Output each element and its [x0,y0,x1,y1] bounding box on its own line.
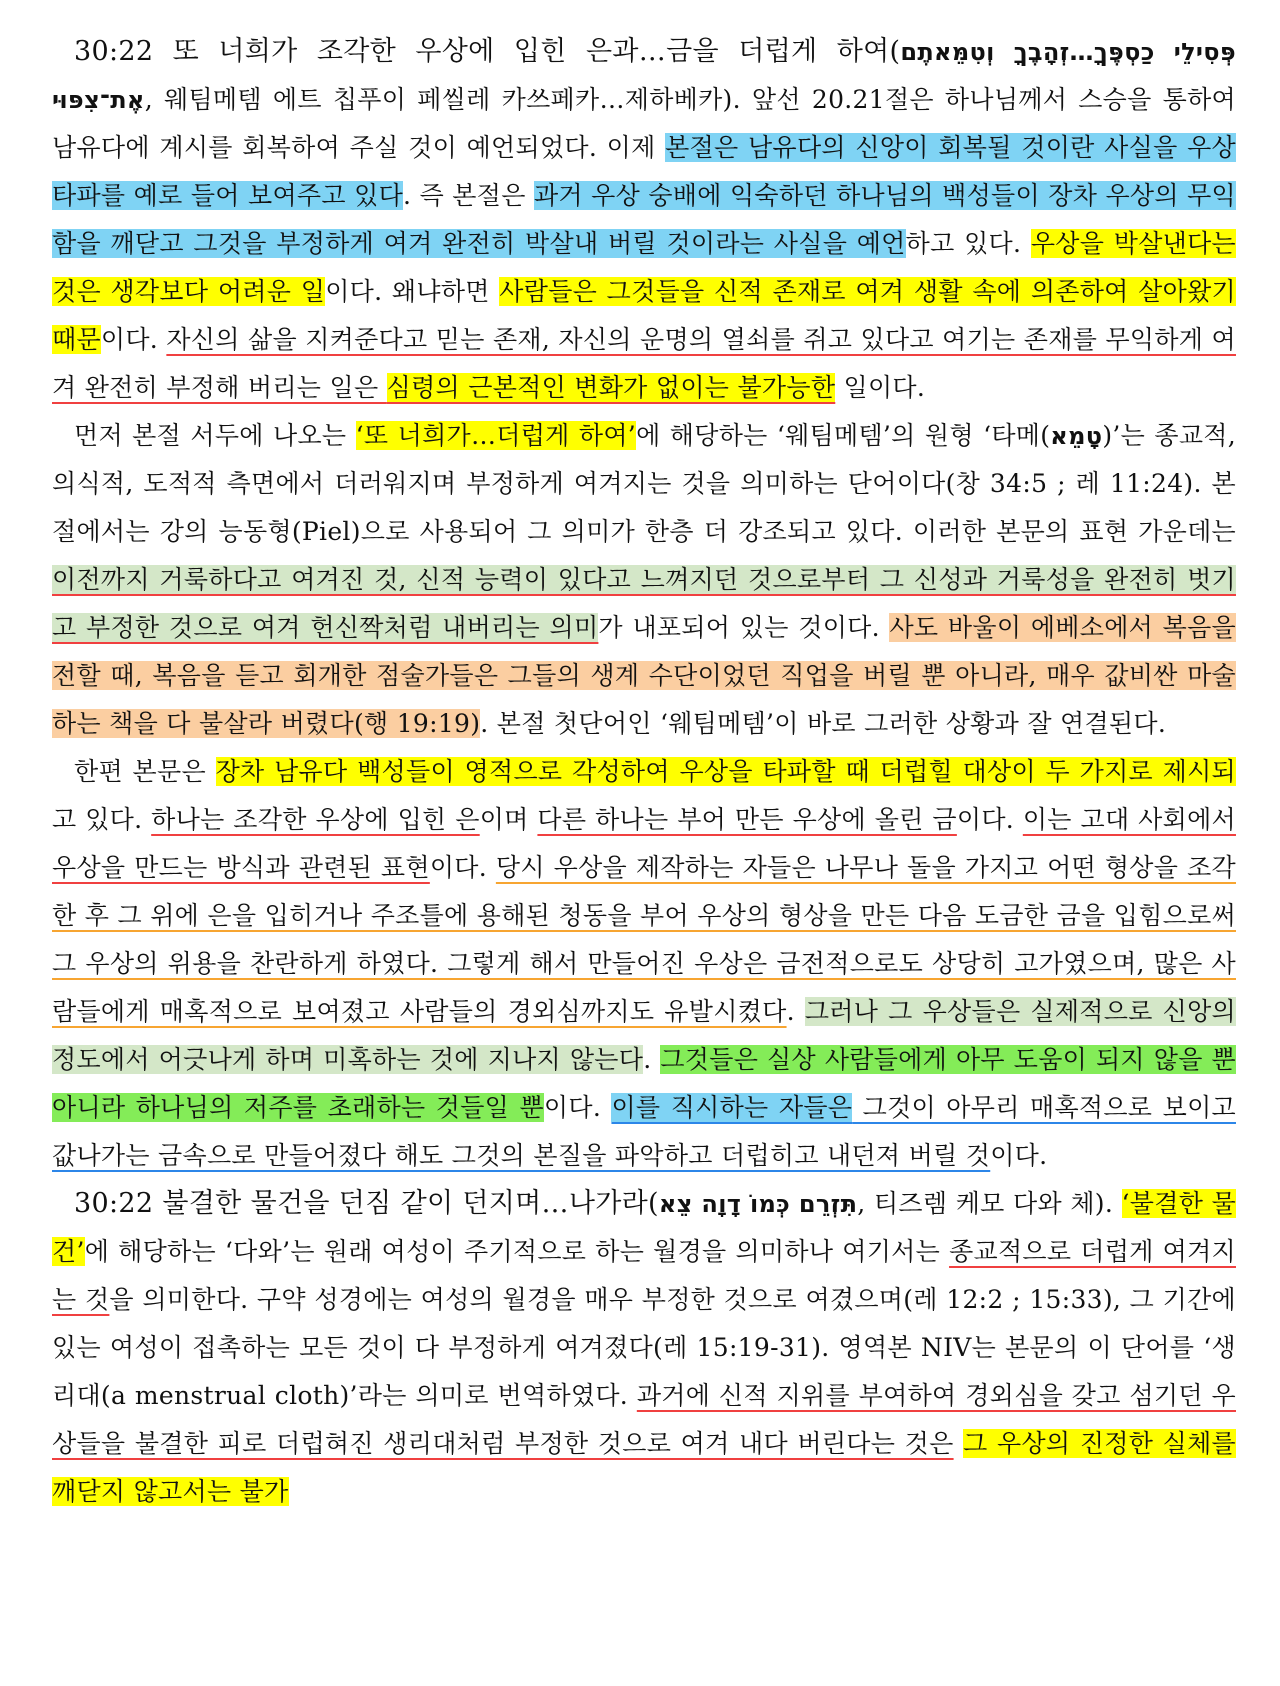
text-run: . 즉 본절은 [403,181,534,210]
text-run: 이다. [956,805,1023,834]
highlight-cyan: 과거 우상 숭배에 익숙하던 하나님의 백성들이 장차 우상의 무익함을 깨닫고 그것을 부정하게 여겨 완전히 박살내 버릴 것이라는 사실을 예언 [52,181,1236,258]
underline-blue: 그것이 아무리 매혹적으로 보이고 값나가는 금속으로 만들어졌다 해도 그것의 본질을 파악하고 더럽히고 내던져 버릴 것 [52,1093,1236,1170]
text-run: 먼저 본절 서두에 나오는 [74,421,356,450]
paragraph-1 [52,28,1236,412]
highlight-green: 그러나 그 우상들은 실제적으로 신앙의 정도에서 어긋나게 하며 미혹하는 것에 지나지 않는다 [52,997,1236,1074]
text-run: , 티즈렘 케모 다와 체). [857,1189,1122,1218]
text-run: . [786,997,805,1026]
highlight-cyan: 본절은 남유다의 신앙이 회복될 것이란 사실을 우상 타파를 예로 들어 보여주고 있다 [52,133,1236,210]
underline-red: 과거에 신적 지위를 부여하여 경외심을 갖고 섬기던 우상들을 불결한 피로 더럽혀진 생리대처럼 부정한 것으로 여겨 내다 버린다는 것은 [52,1381,1236,1458]
text-run: . 본절 첫단어인 ‘웨팀메템’이 바로 그러한 상황과 잘 연결된다. [480,709,1167,738]
text-run: 이다. [990,1141,1048,1170]
text-run: 하고 있다. [905,229,1031,258]
highlight-yellow: 우상을 박살낸다는 것은 생각보다 어려운 일 [52,229,1236,306]
paragraph-3 [52,748,1236,1180]
highlight-yellow: 장차 남유다 백성들이 영적으로 각성하여 우상을 타파할 때 더럽힐 대상이 두 가지로 제시되 [215,757,1236,786]
underline-red: 자신의 삶을 지켜준다고 믿는 존재, 자신의 운명의 열쇠를 쥐고 있다고 여기는 존재를 무익하게 여겨 완전히 부정해 버리는 일은 [52,325,1236,402]
highlight-lime: 그것들은 실상 사람들에게 아무 도움이 되지 않을 뿐 아니라 하나님의 저주를 초래하는 것들일 뿐 [52,1045,1236,1122]
highlight-green: 이전까지 거룩하다고 여겨진 것, 신적 능력이 있다고 느껴지던 것으로부터 그 신성과 거룩성을 완전히 벗기고 부정한 것으로 여겨 헌신짝처럼 내버리는 의미 [52,565,1236,642]
text-run: 가 내포되어 있는 것이다. [598,613,890,642]
highlight-yellow: 그 우상의 진정한 실체를 깨닫지 않고서는 불가 [52,1429,1236,1506]
text-run: 이다. [429,853,496,882]
highlight-yellow: 사람들은 그것들을 신적 존재로 여겨 생활 속에 의존하여 살아왔기 때문 [52,277,1236,354]
highlight-orange: 사도 바울이 에베소에서 복음을 전할 때, 복음을 듣고 회개한 점술가들은 그들의 생계 수단이었던 직업을 버릴 뿐 아니라, 매우 값비싼 마술하는 책을 다 불살라 버렸다(행 19:19) [52,613,1237,738]
verse-heading-30-22: 30:22 또 너희가 조각한 우상에 입힌 은과…금을 더럽게 하여( [74,36,901,67]
paragraph-2 [52,412,1236,748]
text-run: 이다. [543,1093,612,1122]
paragraph-4 [52,1180,1236,1516]
text-run: )’는 종교적, 의식적, 도적적 측면에서 더러워지며 부정하게 여겨지는 것을 의미하는 단어이다(창 34:5 ; 레 11:24). 본절에서는 강의 능동형(Piel)으로 사용되어 그 의미가 한층 더 강조되고 있다. 이러한 본문의 표현 가운데는 [52,421,1236,546]
text-run: 일이다. [835,373,926,402]
text-run: 한편 본문은 [74,757,216,786]
text-run: 이다. [100,325,167,354]
highlight-yellow: ‘또 너희가…더럽게 하여’ [355,421,637,450]
text-run: 을 의미한다. 구약 성경에는 여성의 월경을 매우 부정한 것으로 여겼으며(레 12:2 ; 15:33), 그 기간에 있는 여성이 접촉하는 모든 것이 다 부정하게 여겨졌다(레 15:19-31). 영역본 NIV는 본문의 이 단어를 ‘생리대(a menstrual cloth)’라는 의미로 번역하였다. [52,1285,1236,1410]
text-run: 에 해당하는 ‘웨팀메템’의 원형 ‘타메( [636,421,1051,450]
text-run: . [643,1045,661,1074]
highlight-yellow: 심령의 근본적인 변화가 없이는 불가능한 [386,373,836,402]
text-run: 고 있다. [52,805,152,834]
text-run: 이다. 왜냐하면 [325,277,500,306]
text-run: 이며 [479,805,538,834]
highlight-yellow: ‘불결한 물건’ [52,1189,1237,1266]
text-run: , 웨팀메템 에트 칩푸이 페씰레 카쓰페카…제하베카). 앞선 20.21절은 하나님께서 스승을 통하여 남유다에 계시를 회복하여 주실 것이 예언되었다. 이제 [52,85,1236,162]
verse-heading-30-22b: 30:22 불결한 물건을 던짐 같이 던지며…나가라( [74,1188,659,1219]
hebrew-phrase: פְּסִילֵי כַסְפֶּךָ…זְהָבֶךָ וְטִמֵּאתֶם אֶת־צִפּוּי [52,38,1236,114]
hebrew-word-tame: טָמֵא [1050,422,1103,450]
underline-red: 하나는 조각한 우상에 입힌 은 [151,805,480,834]
underline-red: 다른 하나는 부어 만든 우상에 올린 금 [537,805,957,834]
underline-orange: 당시 우상을 제작하는 자들은 나무나 돌을 가지고 어떤 형상을 조각한 후 그 위에 은을 입히거나 주조틀에 용해된 청동을 부어 우상의 형상을 만든 다음 도금한 금을 입힘으로써 그 우상의 위용을 찬란하게 하였다. 그렇게 해서 만들어진 우상은 금전적으로도 상당히 고가였으며, 많은 사람들에게 매혹적으로 보여졌고 사람들의 경외심까지도 유발시켰다 [52,853,1236,1026]
highlight-cyan: 이를 직시하는 자들은 [611,1093,853,1122]
underline-red: 종교적으로 더럽게 여겨지는 것 [52,1237,1236,1314]
underline-red: 이는 고대 사회에서 우상을 만드는 방식과 관련된 표현 [52,805,1236,882]
text-run [954,1429,963,1458]
hebrew-phrase: תִּזְרֵם כְּמוֹ דָוָה צֵא [658,1190,858,1218]
text-run: 에 해당하는 ‘다와’는 원래 여성이 주기적으로 하는 월경을 의미하나 여기서는 [84,1237,950,1266]
